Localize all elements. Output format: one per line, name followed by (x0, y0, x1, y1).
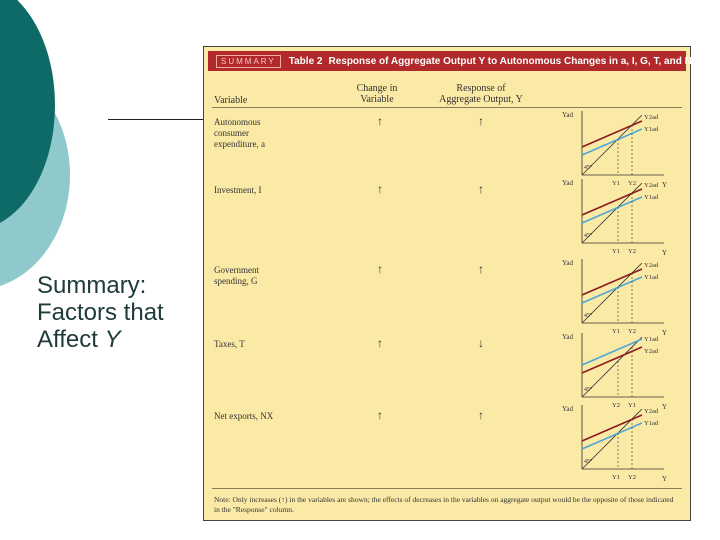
row-label-line: expenditure, a (214, 139, 265, 149)
y2-tick-label: Y2 (628, 248, 636, 255)
lower-ad-line (582, 423, 642, 449)
upper-curve-label: Y1ad (644, 336, 659, 343)
header-response (426, 83, 536, 105)
x-axis-label: Y (662, 249, 668, 257)
x-axis-label: Y (662, 403, 668, 411)
lower-curve-label: Y1ad (644, 420, 659, 427)
row-label-line: Net exports, NX (214, 411, 274, 421)
row-label-line: Government (214, 265, 259, 275)
upper-curve-label: Y2ad (644, 182, 659, 189)
response-arrow: ↓ (478, 336, 484, 350)
y2-tick-label: Y2 (628, 180, 636, 187)
table-title-text: Response of Aggregate Output Y to Autonomous Changes in a, I, G, T, and NX (328, 55, 699, 67)
row-label-0 (214, 117, 304, 150)
y2-tick-label: Y2 (628, 328, 636, 335)
header-response-line-1: Response of (456, 83, 506, 94)
change-arrow: ↑ (377, 408, 383, 422)
upper-ad-line (582, 269, 642, 295)
change-arrow: ↑ (377, 114, 383, 128)
header-change-line-1: Change in (356, 83, 398, 94)
change-arrow: ↑ (377, 182, 383, 196)
angle-label: 45° (584, 459, 593, 465)
x-axis-label: Y (662, 329, 668, 337)
x-axis-label: Y (662, 181, 668, 189)
slide-title (37, 272, 207, 353)
response-arrow: ↑ (478, 408, 484, 422)
upper-ad-line (582, 415, 642, 441)
angle-label: 45° (584, 387, 593, 393)
cross-diagram-3 (562, 331, 672, 411)
angle-label: 45° (584, 313, 593, 319)
summary-table-panel (203, 46, 699, 521)
lower-ad-line (582, 347, 642, 373)
title-line-2: Factors that (37, 299, 164, 326)
title-line-1: Summary: (37, 272, 147, 299)
lower-curve-label: Y1ad (644, 126, 659, 133)
y2-tick-label: Y2 (628, 474, 636, 481)
change-arrow: ↑ (377, 336, 383, 350)
response-arrow: ↑ (478, 262, 484, 276)
row-label-line: Taxes, T (214, 339, 245, 349)
header-change (342, 83, 412, 105)
table-note: Note: Only increases (↑) in the variables are shown; the effects of decreases in the variables on aggregate output would be the opposite of those indicated in the "Response" column. (214, 495, 674, 514)
upper-ad-line (582, 121, 642, 147)
y1-tick-label: Y1 (612, 474, 620, 481)
lower-curve-label: Y1ad (644, 194, 659, 201)
table-title (289, 56, 699, 67)
note-rule (212, 488, 682, 489)
cross-diagram-1 (562, 177, 672, 257)
angle-label: 45° (584, 165, 593, 171)
table-number: Table 2 (288, 55, 323, 67)
lower-ad-line (582, 277, 642, 303)
y2-tick-label: Y1 (628, 402, 636, 409)
row-label-1 (214, 185, 304, 196)
upper-ad-line (582, 339, 642, 365)
table-banner (208, 51, 699, 71)
y1-tick-label: Y2 (612, 402, 620, 409)
upper-curve-label: Y2ad (644, 114, 659, 121)
row-label-line: consumer (214, 128, 249, 138)
header-response-line-2: Aggregate Output, Y (439, 94, 523, 105)
cross-diagram-4 (562, 403, 672, 483)
cross-diagram-2 (562, 257, 672, 337)
title-variable-y: Y (104, 326, 121, 353)
summary-tag: SUMMARY (216, 55, 281, 68)
lower-curve-label: Y2ad (644, 348, 659, 355)
lower-curve-label: Y1ad (644, 274, 659, 281)
x-axis-label: Y (662, 475, 668, 483)
angle-label: 45° (584, 233, 593, 239)
row-label-4 (214, 411, 304, 422)
header-rule (212, 107, 682, 108)
upper-curve-label: Y2ad (644, 408, 659, 415)
decorative-line (108, 119, 204, 120)
y-axis-label: Yad (562, 405, 573, 413)
y1-tick-label: Y1 (612, 180, 620, 187)
y-axis-label: Yad (562, 259, 573, 267)
response-arrow: ↑ (478, 182, 484, 196)
row-label-3 (214, 339, 304, 350)
y1-tick-label: Y1 (612, 328, 620, 335)
header-change-line-2: Variable (360, 94, 394, 105)
upper-ad-line (582, 189, 642, 215)
y1-tick-label: Y1 (612, 248, 620, 255)
row-label-line: Autonomous (214, 117, 261, 127)
row-label-line: Investment, I (214, 185, 262, 195)
header-variable: Variable (214, 95, 248, 106)
y-axis-label: Yad (562, 333, 573, 341)
title-line-3-prefix: Affect (37, 326, 105, 353)
lower-ad-line (582, 129, 642, 155)
response-arrow: ↑ (478, 114, 484, 128)
row-label-2 (214, 265, 304, 287)
upper-curve-label: Y2ad (644, 262, 659, 269)
change-arrow: ↑ (377, 262, 383, 276)
y-axis-label: Yad (562, 111, 573, 119)
title-line-3 (37, 326, 207, 353)
lower-ad-line (582, 197, 642, 223)
row-label-line: spending, G (214, 276, 258, 286)
y-axis-label: Yad (562, 179, 573, 187)
